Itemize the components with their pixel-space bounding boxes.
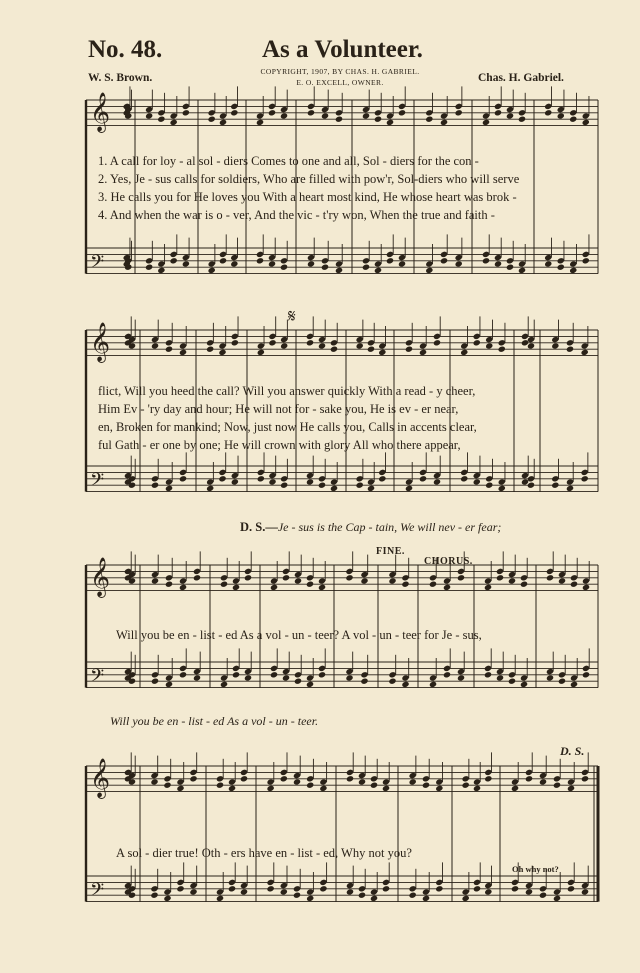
note-head [360, 577, 368, 584]
note-head [220, 681, 228, 688]
note-head [319, 785, 327, 792]
note-head [520, 581, 528, 588]
note-head [374, 267, 382, 274]
note-head [409, 892, 417, 899]
note-head [270, 584, 278, 591]
note-head [433, 339, 441, 346]
note-head [280, 264, 288, 271]
note-head [170, 257, 178, 264]
note-head [582, 257, 590, 264]
note-head [150, 778, 158, 785]
note-head [419, 475, 427, 482]
note-head [176, 785, 184, 792]
verse-1-cont: flict, Will you heed the call? Will you answer quickly With a read - y cheer, [98, 384, 476, 398]
note-head [208, 267, 216, 274]
note-head [570, 681, 578, 688]
note-head [346, 888, 354, 895]
note-head [240, 888, 248, 895]
note-head [356, 342, 364, 349]
note-head [356, 482, 364, 489]
note-head [318, 671, 326, 678]
ds-label: D. S.— [240, 520, 278, 534]
note-head [165, 485, 173, 492]
ds-lyric: Je - sus is the Cap - tain, We will nev - er fear; [277, 520, 502, 534]
note-head [319, 885, 327, 892]
note-head [219, 257, 227, 264]
note-head [473, 478, 481, 485]
note-head [189, 775, 197, 782]
note-head [306, 478, 314, 485]
hymn-number: No. 48. [88, 36, 163, 63]
note-head [405, 346, 413, 353]
note-head [567, 785, 575, 792]
note-head [150, 892, 158, 899]
note-head [425, 267, 433, 274]
note-head [582, 119, 590, 126]
note-head [494, 260, 502, 267]
bass-clef: 𝄢 [90, 252, 105, 278]
note-head [527, 482, 535, 489]
note-head [244, 574, 252, 581]
note-head [520, 681, 528, 688]
note-head [216, 782, 224, 789]
note-head [419, 349, 427, 356]
note-head [429, 681, 437, 688]
note-head [581, 475, 589, 482]
note-head [268, 339, 276, 346]
note-head [460, 349, 468, 356]
note-head [345, 674, 353, 681]
note-head [558, 678, 566, 685]
note-head [360, 678, 368, 685]
note-head [511, 885, 519, 892]
note-head [582, 671, 590, 678]
note-head [388, 577, 396, 584]
note-head [145, 264, 153, 271]
hymn-title: As a Volunteer. [262, 36, 423, 63]
note-head [544, 109, 552, 116]
note-head [165, 681, 173, 688]
note-head [293, 778, 301, 785]
note-head [321, 112, 329, 119]
note-head [189, 888, 197, 895]
note-head [345, 574, 353, 581]
verse-4: 4. And when the war is o - ver, And the vic - t'ry won, When the true and faith - [98, 208, 495, 222]
note-head [429, 581, 437, 588]
note-head [473, 339, 481, 346]
note-head [496, 674, 504, 681]
note-head [546, 674, 554, 681]
note-head [498, 346, 506, 353]
echo-lyric: Oh why not? [512, 864, 559, 874]
treble-clef: 𝄞 [90, 322, 111, 363]
note-head [386, 257, 394, 264]
note-head [581, 349, 589, 356]
note-head [525, 888, 533, 895]
verse-1: 1. A call for loy - al sol - diers Comes to one and all, Sol - diers for the con - [98, 154, 479, 168]
note-head [422, 895, 430, 902]
note-head [321, 264, 329, 271]
note-head [282, 574, 290, 581]
note-head [268, 260, 276, 267]
note-head [257, 475, 265, 482]
author-credit: W. S. Brown. [88, 72, 153, 84]
composer-credit: Chas. H. Gabriel. [478, 72, 564, 84]
note-head [206, 346, 214, 353]
note-head [409, 778, 417, 785]
note-head [582, 584, 590, 591]
note-head [230, 109, 238, 116]
note-head [473, 885, 481, 892]
note-head [485, 342, 493, 349]
note-head [358, 778, 366, 785]
note-head [306, 681, 314, 688]
note-head [374, 116, 382, 123]
note-head [405, 485, 413, 492]
note-head [370, 895, 378, 902]
dal-segno-line [240, 518, 501, 536]
note-head [230, 260, 238, 267]
note-head [401, 681, 409, 688]
owner-line: E. O. EXCELL, OWNER. [296, 78, 384, 87]
fine-marking: FINE. [376, 546, 405, 557]
note-head [268, 109, 276, 116]
note-head [551, 342, 559, 349]
chorus-marking: CHORUS. [424, 556, 473, 567]
note-head [206, 485, 214, 492]
note-head [581, 888, 589, 895]
note-head [546, 574, 554, 581]
note-head [163, 895, 171, 902]
note-head [401, 581, 409, 588]
note-head [306, 581, 314, 588]
note-head [193, 574, 201, 581]
note-head [398, 109, 406, 116]
chorus-lyric: Will you be en - list - ed As a vol - un - teer? A vol - un - teer for Je - sus, [116, 628, 482, 642]
note-head [440, 119, 448, 126]
note-head [553, 895, 561, 902]
note-head [440, 257, 448, 264]
note-head [216, 895, 224, 902]
note-head [382, 785, 390, 792]
note-head [318, 584, 326, 591]
note-head [551, 482, 559, 489]
note-head [484, 775, 492, 782]
note-head [307, 260, 315, 267]
note-head [494, 109, 502, 116]
note-head [280, 482, 288, 489]
note-head [280, 342, 288, 349]
treble-clef: 𝄞 [90, 92, 111, 133]
note-head [294, 577, 302, 584]
note-head [151, 342, 159, 349]
note-head [179, 671, 187, 678]
note-head [358, 892, 366, 899]
note-head [208, 116, 216, 123]
note-head [346, 775, 354, 782]
note-head [165, 346, 173, 353]
note-head [282, 674, 290, 681]
note-head [386, 119, 394, 126]
note-head [367, 485, 375, 492]
note-head [525, 775, 533, 782]
note-head [435, 785, 443, 792]
note-head [151, 577, 159, 584]
note-head [435, 885, 443, 892]
note-head [484, 584, 492, 591]
note-head [370, 782, 378, 789]
note-head [506, 112, 514, 119]
note-head [462, 782, 470, 789]
note-head [378, 349, 386, 356]
note-head [176, 885, 184, 892]
note-head [569, 267, 577, 274]
note-head [157, 267, 165, 274]
treble-clef: 𝄞 [90, 557, 111, 598]
treble-clef: 𝄞 [90, 758, 111, 799]
note-head [558, 577, 566, 584]
note-head [256, 257, 264, 264]
note-head [294, 678, 302, 685]
note-head [422, 782, 430, 789]
note-head [257, 349, 265, 356]
note-head [232, 671, 240, 678]
note-head [484, 671, 492, 678]
note-head [306, 782, 314, 789]
note-head [280, 775, 288, 782]
note-head [457, 674, 465, 681]
verse-3-cont: en, Broken for mankind; Now, just now He calls you, Calls in accents clear, [98, 420, 477, 434]
note-head [518, 116, 526, 123]
note-head [398, 260, 406, 267]
note-head [280, 112, 288, 119]
note-head [581, 775, 589, 782]
note-head [270, 671, 278, 678]
note-head [268, 478, 276, 485]
note-head [218, 349, 226, 356]
copyright-line: COPYRIGHT, 1907, BY CHAS. H. GABRIEL. [260, 67, 420, 76]
note-head [335, 267, 343, 274]
note-head [557, 264, 565, 271]
note-head [378, 475, 386, 482]
note-head [293, 892, 301, 899]
note-head [231, 339, 239, 346]
note-head [457, 574, 465, 581]
verse-2: 2. Yes, Je - sus calls for soldiers, Who are filled with pow'r, Sol-diers who will serve [98, 172, 520, 186]
note-head [318, 342, 326, 349]
note-head [455, 109, 463, 116]
note-head [460, 475, 468, 482]
note-head [182, 260, 190, 267]
note-head [496, 574, 504, 581]
note-head [244, 674, 252, 681]
note-head [567, 885, 575, 892]
note-head [280, 888, 288, 895]
ds-marking: D. S. [560, 744, 585, 758]
note-head [506, 264, 514, 271]
note-head [267, 785, 275, 792]
note-head [544, 260, 552, 267]
note-head [151, 482, 159, 489]
verse-3: 3. He calls you for He loves you With a heart most kind, He whose heart was brok - [98, 190, 517, 204]
note-head [482, 119, 490, 126]
note-head [307, 109, 315, 116]
note-head [240, 775, 248, 782]
note-head [367, 346, 375, 353]
note-head [498, 485, 506, 492]
note-head [382, 885, 390, 892]
note-head [219, 119, 227, 126]
note-head [482, 257, 490, 264]
note-head [362, 264, 370, 271]
note-head [330, 485, 338, 492]
note-head [473, 785, 481, 792]
note-head [362, 112, 370, 119]
note-head [267, 885, 275, 892]
note-head [163, 782, 171, 789]
note-head [443, 584, 451, 591]
note-head [330, 346, 338, 353]
note-head [433, 478, 441, 485]
note-head [553, 782, 561, 789]
note-head [165, 581, 173, 588]
note-head [527, 342, 535, 349]
note-head [557, 112, 565, 119]
bass-clef: 𝄢 [90, 666, 105, 692]
note-head [256, 119, 264, 126]
note-head [306, 895, 314, 902]
bass-echo-lyric: Will you be en - list - ed As a vol - un - teer. [110, 714, 319, 728]
segno-sign: 𝄋 [288, 306, 296, 327]
note-head [145, 112, 153, 119]
note-head [508, 577, 516, 584]
note-head [455, 260, 463, 267]
note-head [425, 116, 433, 123]
chorus-lyric-end: A sol - dier true! Oth - ers have en - list - ed, Why not you? [116, 846, 412, 860]
note-head [232, 584, 240, 591]
note-head [484, 888, 492, 895]
note-head [566, 346, 574, 353]
note-head [179, 584, 187, 591]
bass-clef: 𝄢 [90, 470, 105, 496]
note-head [306, 339, 314, 346]
note-head [318, 482, 326, 489]
note-head [182, 109, 190, 116]
note-head [511, 785, 519, 792]
note-head [462, 895, 470, 902]
verse-4-cont: ful Gath - er one by one; He will crown with glory All who there appear, [98, 438, 461, 452]
verse-2-cont: Him Ev - 'ry day and hour; He will not for - sake you, He is ev - er near, [98, 402, 459, 416]
note-head [228, 885, 236, 892]
note-head [231, 478, 239, 485]
note-head [539, 778, 547, 785]
note-head [443, 671, 451, 678]
note-head [179, 475, 187, 482]
note-head [570, 581, 578, 588]
bass-clef: 𝄢 [90, 880, 105, 906]
note-head [179, 349, 187, 356]
note-head [151, 678, 159, 685]
note-head [508, 678, 516, 685]
note-head [539, 892, 547, 899]
note-head [518, 267, 526, 274]
note-head [388, 678, 396, 685]
note-head [220, 581, 228, 588]
note-head [193, 674, 201, 681]
note-head [485, 482, 493, 489]
note-head [228, 785, 236, 792]
note-head [157, 116, 165, 123]
note-head [566, 485, 574, 492]
note-head [170, 119, 178, 126]
note-head [569, 116, 577, 123]
note-head [335, 116, 343, 123]
note-head [218, 475, 226, 482]
